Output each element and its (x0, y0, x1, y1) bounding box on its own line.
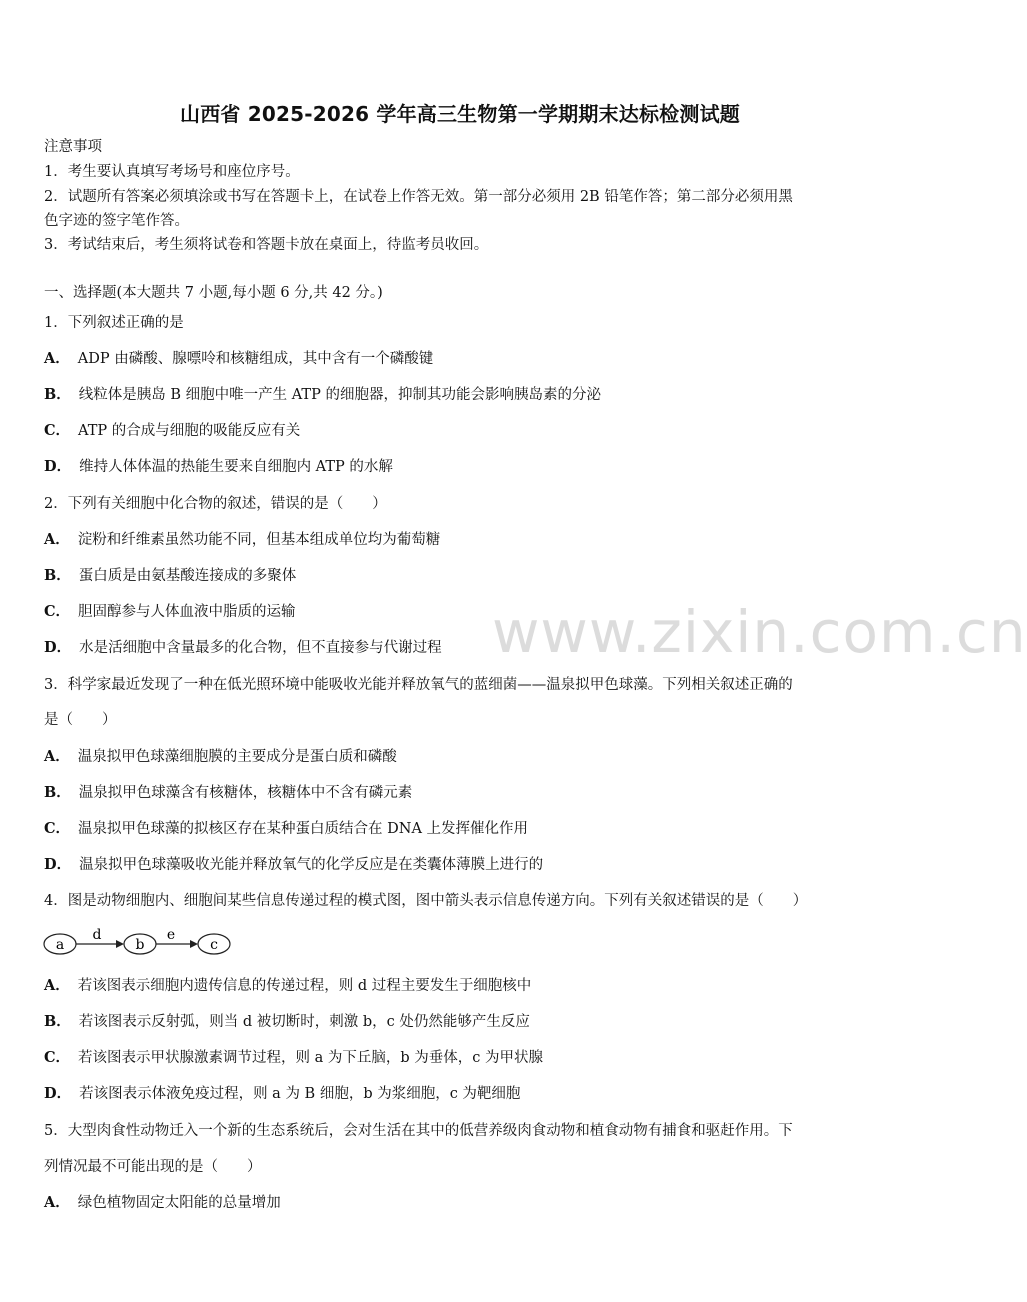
q3-c-text: 温泉拟甲色球藻的拟核区存在某种蛋白质结合在 DNA 上发挥催化作用 (78, 821, 529, 837)
q3-option-a (44, 747, 397, 767)
q3-d-letter: D． (44, 856, 72, 873)
q4-a-text: 若该图表示细胞内遗传信息的传递过程，则 d 过程主要发生于细胞核中 (77, 978, 532, 994)
notice-heading: 注意事项 (44, 139, 102, 155)
q1-a-letter: A． (44, 350, 70, 367)
notice-item-1: 1．考生要认真填写考场号和座位序号。 (44, 164, 300, 180)
q4-option-c (44, 1048, 543, 1068)
q1-c-text: ATP 的合成与细胞的吸能反应有关 (78, 423, 301, 439)
q3-option-d (44, 855, 543, 875)
page-title: 山西省 2025-2026 学年高三生物第一学期期末达标检测试题 (180, 102, 740, 126)
q2-stem: 2．下列有关细胞中化合物的叙述，错误的是（ ） (44, 496, 387, 512)
q1-d-letter: D． (44, 458, 72, 475)
q4-d-letter: D． (44, 1085, 72, 1102)
arrow-d-head (116, 940, 124, 948)
q1-d-text: 维持人体体温的热能生要来自细胞内 ATP 的水解 (79, 459, 393, 475)
q2-option-c (44, 602, 296, 622)
q3-a-text: 温泉拟甲色球藻细胞膜的主要成分是蛋白质和磷酸 (77, 749, 397, 765)
q2-option-d (44, 638, 442, 658)
q5-stem: 5．大型肉食性动物迁入一个新的生态系统后，会对生活在其中的低营养级肉食动物和植食动物有捕食和驱赶作用。下 (44, 1123, 793, 1139)
q2-b-text: 蛋白质是由氨基酸连接成的多聚体 (78, 568, 297, 584)
q3-option-c (44, 819, 528, 839)
q2-option-b (44, 566, 296, 586)
q2-option-a (44, 530, 440, 550)
q1-b-letter: B． (44, 386, 71, 403)
q5-a-letter: A． (44, 1194, 70, 1211)
q2-a-text: 淀粉和纤维素虽然功能不同，但基本组成单位均为葡萄糖 (77, 532, 441, 548)
arrow-e-label: e (166, 927, 176, 943)
q1-stem: 1．下列叙述正确的是 (44, 315, 184, 331)
q2-b-letter: B． (44, 567, 71, 584)
notice-item-2: 2．试题所有答案必须填涂或书写在答题卡上，在试卷上作答无效。第一部分必须用 2B 铅笔作答；第二部分必须用黑 (44, 189, 793, 205)
q4-d-text: 若该图表示体液免疫过程，则 a 为 B 细胞，b 为浆细胞，c 为靶细胞 (79, 1086, 521, 1102)
q3-b-text: 温泉拟甲色球藻含有核糖体，核糖体中不含有磷元素 (78, 785, 413, 801)
q4-option-b (44, 1012, 530, 1032)
q2-d-letter: D． (44, 639, 72, 656)
q1-option-b (44, 385, 601, 405)
q1-a-text: ADP 由磷酸、腺嘌呤和核糖组成，其中含有一个磷酸键 (77, 351, 434, 367)
q2-a-letter: A． (44, 531, 70, 548)
q1-option-c (44, 421, 300, 441)
q5-option-a (44, 1193, 281, 1213)
q3-b-letter: B． (44, 784, 71, 801)
q4-b-letter: B． (44, 1013, 71, 1030)
notice-item-2-cont: 色字迹的签字笔作答。 (44, 213, 189, 229)
section-heading: 一、选择题(本大题共 7 小题,每小题 6 分,共 42 分。) (44, 285, 383, 301)
watermark: www.zixin.com.cn (492, 598, 1027, 666)
q2-c-letter: C． (44, 603, 71, 620)
q4-a-letter: A． (44, 977, 70, 994)
q4-option-a (44, 976, 531, 996)
arrow-e-head (190, 940, 198, 948)
node-b-label: b (135, 937, 145, 953)
q2-d-text: 水是活细胞中含量最多的化合物，但不直接参与代谢过程 (79, 640, 442, 656)
q3-option-b (44, 783, 412, 803)
q4-c-text: 若该图表示甲状腺激素调节过程，则 a 为下丘脑，b 为垂体，c 为甲状腺 (78, 1050, 544, 1066)
q3-c-letter: C． (44, 820, 71, 837)
arrow-d-label: d (92, 927, 102, 943)
q1-option-d (44, 457, 393, 477)
q3-stem-cont: 是（ ） (44, 712, 117, 728)
q3-d-text: 温泉拟甲色球藻吸收光能并释放氧气的化学反应是在类囊体薄膜上进行的 (79, 857, 544, 873)
node-a-label: a (55, 937, 65, 953)
node-c-label: c (210, 937, 218, 953)
q1-b-text: 线粒体是胰岛 B 细胞中唯一产生 ATP 的细胞器，抑制其功能会影响胰岛素的分泌 (78, 387, 601, 403)
q4-stem: 4．图是动物细胞内、细胞间某些信息传递过程的模式图，图中箭头表示信息传递方向。下列有关叙述错误的是（ ） (44, 893, 808, 909)
q5-a-text: 绿色植物固定太阳能的总量增加 (77, 1195, 281, 1211)
q5-stem-cont: 列情况最不可能出现的是（ ） (44, 1159, 262, 1175)
notice-item-3: 3．考试结束后，考生须将试卷和答题卡放在桌面上，待监考员收回。 (44, 237, 489, 253)
signal-flow-diagram (42, 926, 242, 960)
q1-option-a (44, 349, 433, 369)
q4-option-d (44, 1084, 520, 1104)
q4-b-text: 若该图表示反射弧，则当 d 被切断时，刺激 b，c 处仍然能够产生反应 (78, 1014, 530, 1030)
q2-c-text: 胆固醇参与人体血液中脂质的运输 (78, 604, 296, 620)
q3-a-letter: A． (44, 748, 70, 765)
q3-stem: 3．科学家最近发现了一种在低光照环境中能吸收光能并释放氧气的蓝细菌——温泉拟甲色球藻。下列相关叙述正确的 (44, 677, 793, 693)
q1-c-letter: C． (44, 422, 71, 439)
q4-c-letter: C． (44, 1049, 71, 1066)
